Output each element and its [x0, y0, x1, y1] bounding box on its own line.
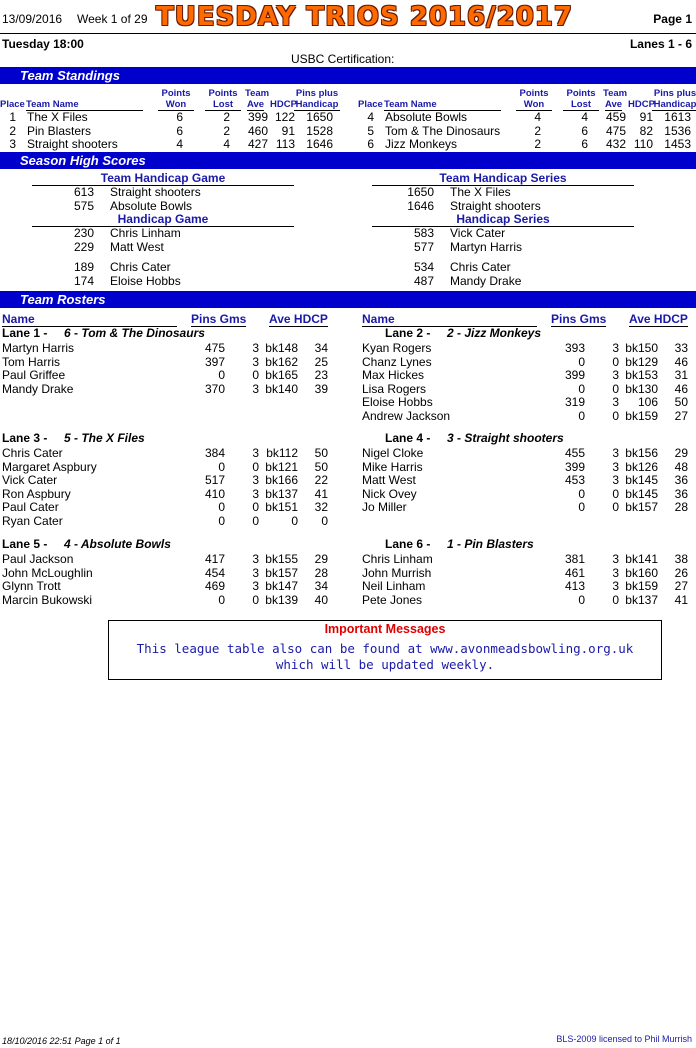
standings-points-won: 6: [176, 110, 183, 124]
roster-player-name: Paul Cater: [2, 500, 59, 514]
standings-header-points-lost-2: Lost: [205, 99, 241, 111]
lane-label: Lane 6 -: [385, 537, 431, 551]
roster-player-name: Margaret Aspbury: [2, 459, 97, 474]
lane-label: Lane 5 -: [2, 537, 48, 551]
high-score-value: 534: [413, 260, 434, 274]
roster-player-pins: 461: [564, 565, 585, 580]
roster-player-pins: 0: [578, 500, 585, 514]
roster-player-handicap: 33: [674, 341, 688, 355]
high-score-title: Handicap Game: [32, 212, 294, 227]
roster-player-name: Lisa Rogers: [362, 381, 427, 396]
roster-player-handicap: 48: [674, 459, 688, 474]
roster-player-games: 0: [612, 592, 619, 607]
roster-player-average: bk159: [625, 408, 658, 423]
roster-header-ave-hdcp: Ave HDCP: [629, 312, 688, 326]
roster-player-games: 3: [612, 579, 619, 593]
high-score-name: Straight shooters: [450, 199, 541, 213]
roster-player-name: Chris Linham: [362, 552, 433, 566]
report-date: 13/09/2016: [2, 12, 63, 26]
roster-player-average: bk129: [625, 354, 658, 369]
standings-header-team-ave: Team: [603, 88, 628, 99]
roster-player-handicap: 36: [674, 486, 688, 501]
roster-player-games: 3: [612, 368, 619, 382]
roster-player-average: bk147: [265, 579, 298, 593]
roster-player-name: Max Hickes: [362, 368, 425, 382]
roster-player-games: 0: [252, 592, 259, 607]
roster-player-games: 3: [252, 354, 259, 369]
roster-player-games: 3: [612, 459, 619, 474]
standings-pins-hdcp: 1613: [664, 110, 691, 124]
standings-team-name: Straight shooters: [27, 137, 118, 151]
high-score-value: 575: [73, 199, 94, 213]
standings-hdcp: 110: [633, 137, 653, 151]
roster-player-average: bk145: [625, 473, 658, 487]
lane-label: Lane 4 -: [385, 431, 431, 445]
high-score-value: 577: [413, 240, 434, 254]
roster-player-games: 3: [612, 552, 619, 566]
roster-player-name: Kyan Rogers: [362, 341, 432, 355]
roster-player-average: bk155: [265, 552, 298, 566]
roster-player-handicap: 28: [314, 565, 328, 580]
roster-player-name: Nigel Cloke: [362, 446, 424, 460]
roster-player-average: bk157: [625, 500, 658, 514]
high-score-value: 487: [413, 274, 434, 288]
roster-player-games: 3: [252, 579, 259, 593]
messages-line-1: This league table also can be found at www.avonmeadsbowling.org.uk: [136, 641, 634, 656]
roster-player-handicap: 36: [674, 473, 688, 487]
roster-player-name: Martyn Harris: [2, 341, 75, 355]
roster-player-name: Jo Miller: [362, 500, 407, 514]
high-score-name: Martyn Harris: [450, 240, 523, 254]
standings-place: 6: [367, 137, 374, 151]
day-time: Tuesday 18:00: [2, 37, 84, 51]
roster-player-pins: 0: [218, 500, 225, 514]
standings-pins-hdcp: 1646: [306, 137, 333, 151]
roster-player-pins: 0: [218, 368, 225, 382]
important-messages-box: [108, 620, 662, 680]
roster-player-name: Nick Ovey: [362, 486, 417, 501]
roster-player-pins: 475: [204, 341, 225, 355]
high-score-name: Mandy Drake: [450, 274, 522, 288]
high-score-title: Team Handicap Series: [372, 171, 634, 186]
high-score-name: Eloise Hobbs: [110, 274, 181, 288]
roster-player-pins: 399: [564, 459, 585, 474]
high-scores-section-bar: [0, 152, 696, 169]
standings-points-won: 2: [534, 123, 541, 138]
roster-player-average: bk112: [266, 446, 298, 460]
lane-team-name: 1 - Pin Blasters: [447, 537, 534, 551]
roster-player-games: 3: [252, 341, 259, 355]
roster-player-handicap: 31: [674, 368, 688, 382]
standings-points-lost: 2: [223, 110, 230, 124]
roster-player-average: bk162: [265, 354, 298, 369]
roster-player-average: bk150: [625, 341, 658, 355]
standings-team-ave: 399: [247, 110, 268, 124]
roster-player-games: 0: [252, 500, 259, 514]
standings-header-place: Place: [358, 99, 383, 110]
standings-team-name: Tom & The Dinosaurs: [385, 123, 501, 138]
roster-player-average: bk137: [625, 592, 658, 607]
page-label: Page 1: [653, 12, 692, 26]
lane-team-name: 3 - Straight shooters: [447, 431, 564, 445]
high-score-name: Matt West: [110, 240, 164, 254]
roster-player-pins: 399: [564, 368, 585, 382]
high-score-title: Team Handicap Game: [32, 171, 294, 186]
roster-player-handicap: 27: [674, 579, 688, 593]
standings-hdcp: 91: [281, 123, 295, 138]
roster-player-handicap: 27: [674, 408, 688, 423]
standings-header-points-won-2: Won: [516, 99, 552, 111]
standings-section-bar: [0, 67, 696, 84]
standings-header-handicap: Handicap: [295, 99, 339, 110]
standings-heading: Team Standings: [20, 68, 120, 83]
roster-player-handicap: 39: [314, 381, 328, 396]
standings-header-points-lost: Points: [566, 88, 596, 99]
high-score-value: 1646: [407, 199, 434, 213]
standings-team-ave: 459: [605, 110, 626, 124]
standings-points-won: 6: [176, 123, 183, 138]
standings-team-ave: 432: [605, 137, 626, 151]
high-score-value: 230: [73, 226, 94, 240]
roster-player-average: bk126: [625, 459, 658, 474]
standings-place: 1: [9, 110, 16, 124]
roster-player-pins: 0: [218, 513, 225, 528]
standings-points-won: 4: [176, 137, 183, 151]
standings-hdcp: 113: [275, 137, 295, 151]
roster-player-handicap: 40: [314, 592, 328, 607]
roster-player-handicap: 38: [674, 552, 688, 566]
roster-player-name: Ron Aspbury: [2, 486, 71, 501]
roster-player-games: 0: [612, 486, 619, 501]
roster-player-average: bk140: [265, 381, 298, 396]
roster-player-handicap: 50: [314, 459, 328, 474]
standings-header-points-won: Points: [161, 88, 191, 99]
high-score-value: 174: [73, 274, 94, 288]
standings-team-name: Absolute Bowls: [385, 110, 468, 124]
roster-player-games: 3: [252, 446, 259, 460]
lane-label: Lane 3 -: [2, 431, 48, 445]
lanes-label: Lanes 1 - 6: [629, 37, 692, 51]
roster-player-games: 0: [612, 354, 619, 369]
roster-player-average: bk159: [625, 579, 658, 593]
roster-player-handicap: 34: [314, 579, 328, 593]
high-score-value: 189: [73, 260, 94, 274]
roster-player-handicap: 0: [321, 513, 328, 528]
roster-player-pins: 370: [204, 381, 225, 396]
roster-player-name: Eloise Hobbs: [362, 395, 433, 409]
high-score-value: 613: [73, 185, 94, 199]
standings-header-points-lost: Points: [208, 88, 238, 99]
standings-team-ave: 427: [247, 137, 268, 151]
roster-player-handicap: 28: [674, 500, 688, 514]
standings-place: 5: [367, 123, 374, 138]
standings-points-won: 4: [534, 110, 541, 124]
standings-header-hdcp: HDCP: [628, 99, 655, 110]
standings-points-lost: 6: [581, 123, 588, 138]
roster-player-handicap: 41: [674, 592, 688, 607]
roster-player-games: 3: [252, 552, 259, 566]
high-score-name: Chris Cater: [450, 260, 511, 274]
roster-header-pins-gms: Pins Gms: [551, 312, 607, 326]
roster-player-name: Paul Jackson: [2, 552, 74, 566]
roster-player-pins: 0: [578, 381, 585, 396]
roster-player-name: Neil Linham: [362, 579, 426, 593]
standings-place: 4: [367, 110, 374, 124]
roster-player-games: 0: [612, 408, 619, 423]
roster-header-pins-gms: Pins Gms: [191, 312, 247, 326]
standings-hdcp: 91: [639, 110, 653, 124]
roster-player-average: bk137: [265, 486, 298, 501]
standings-team-ave: 475: [605, 123, 626, 138]
standings-team-ave: 460: [247, 123, 268, 138]
standings-place: 3: [9, 137, 16, 151]
roster-player-average: bk165: [265, 368, 298, 382]
standings-team-name: Jizz Monkeys: [385, 137, 458, 151]
roster-header-ave-hdcp: Ave HDCP: [269, 312, 328, 326]
roster-player-pins: 453: [564, 473, 585, 487]
roster-player-name: Matt West: [362, 473, 416, 487]
standings-header-team-ave-2: Ave: [605, 99, 623, 110]
roster-player-pins: 454: [204, 565, 225, 580]
roster-player-pins: 469: [204, 579, 225, 593]
high-score-name: Vick Cater: [450, 226, 506, 240]
standings-header-team-name: Team Name: [384, 99, 501, 111]
lane-label: Lane 1 -: [2, 326, 48, 340]
standings-pins-hdcp: 1453: [664, 137, 691, 151]
standings-header-team-ave-2: Ave: [247, 99, 265, 110]
roster-player-name: Chanz Lynes: [362, 354, 432, 369]
roster-player-pins: 393: [564, 341, 585, 355]
standings-team-name: The X Files: [27, 110, 88, 124]
roster-player-handicap: 46: [674, 381, 688, 396]
roster-player-games: 3: [612, 395, 619, 409]
roster-player-handicap: 25: [314, 354, 328, 369]
roster-player-average: bk160: [625, 565, 658, 580]
messages-title: Important Messages: [324, 622, 446, 636]
high-score-name: Straight shooters: [110, 185, 201, 199]
rosters-section-bar: [0, 291, 696, 308]
roster-player-games: 3: [252, 565, 259, 580]
standings-points-lost: 4: [581, 110, 588, 124]
certification: USBC Certification:: [291, 52, 395, 66]
roster-player-games: 0: [612, 381, 619, 396]
roster-player-pins: 0: [218, 592, 225, 607]
roster-player-handicap: 50: [314, 446, 328, 460]
roster-player-games: 0: [252, 368, 259, 382]
high-score-name: The X Files: [450, 185, 511, 199]
lane-team-name: 4 - Absolute Bowls: [64, 537, 171, 551]
roster-player-games: 3: [252, 486, 259, 501]
roster-player-name: Glynn Trott: [2, 579, 61, 593]
roster-player-handicap: 29: [314, 552, 328, 566]
roster-player-games: 3: [252, 473, 259, 487]
standings-header-pins-plus: Pins plus: [653, 88, 696, 99]
roster-player-pins: 0: [578, 592, 585, 607]
roster-player-handicap: 29: [674, 446, 688, 460]
high-score-name: Chris Linham: [110, 226, 181, 240]
roster-player-average: bk148: [265, 341, 298, 355]
roster-player-average: bk121: [265, 459, 298, 474]
standings-header-team-name: Team Name: [26, 99, 143, 111]
roster-player-games: 3: [612, 565, 619, 580]
lane-team-name: 6 - Tom & The Dinosaurs: [64, 326, 205, 340]
roster-player-pins: 455: [564, 446, 585, 460]
high-scores-heading: Season High Scores: [20, 153, 146, 168]
roster-player-pins: 0: [578, 354, 585, 369]
roster-player-name: Mandy Drake: [2, 381, 74, 396]
standings-hdcp: 82: [639, 123, 653, 138]
roster-player-average: bk151: [265, 500, 298, 514]
standings-header-points-lost-2: Lost: [563, 99, 599, 111]
roster-player-handicap: 41: [314, 486, 328, 501]
roster-player-handicap: 32: [314, 500, 328, 514]
roster-player-pins: 413: [564, 579, 585, 593]
roster-player-name: Chris Cater: [2, 446, 63, 460]
roster-player-pins: 410: [204, 486, 225, 501]
high-score-name: Chris Cater: [110, 260, 171, 274]
roster-player-average: bk141: [625, 552, 658, 566]
standings-points-lost: 2: [223, 123, 230, 138]
roster-player-average: bk166: [265, 473, 298, 487]
standings-header-handicap: Handicap: [653, 99, 696, 110]
header-divider: [0, 33, 696, 34]
lane-team-name: 5 - The X Files: [64, 431, 145, 445]
standings-pins-hdcp: 1528: [306, 123, 333, 138]
roster-player-name: John McLoughlin: [2, 565, 93, 580]
roster-player-average: bk145: [625, 486, 658, 501]
standings-points-won: 2: [534, 137, 541, 151]
roster-player-games: 3: [612, 446, 619, 460]
roster-player-name: Mike Harris: [362, 459, 423, 474]
roster-player-average: 0: [291, 513, 298, 528]
roster-player-average: bk157: [265, 565, 298, 580]
lane-label: Lane 2 -: [385, 326, 431, 340]
roster-player-name: Paul Griffee: [2, 368, 66, 382]
roster-player-pins: 0: [578, 486, 585, 501]
standings-hdcp: 122: [274, 110, 295, 124]
roster-player-handicap: 34: [314, 341, 328, 355]
rosters-heading: Team Rosters: [20, 292, 106, 307]
roster-player-handicap: 23: [314, 368, 328, 382]
footer-printed: 18/10/2016 22:51 Page 1 of 1: [2, 1036, 121, 1046]
roster-player-pins: 417: [204, 552, 225, 566]
lane-team-name: 2 - Jizz Monkeys: [447, 326, 542, 340]
standings-place: 2: [9, 123, 16, 138]
roster-player-pins: 0: [218, 459, 225, 474]
roster-player-name: Tom Harris: [2, 354, 61, 369]
roster-player-handicap: 26: [674, 565, 688, 580]
high-score-value: 1650: [407, 185, 434, 199]
standings-header-points-won: Points: [519, 88, 549, 99]
roster-player-games: 3: [612, 473, 619, 487]
roster-player-average: bk153: [625, 368, 658, 382]
roster-player-pins: 0: [578, 408, 585, 423]
roster-player-pins: 517: [204, 473, 225, 487]
roster-player-games: 0: [612, 500, 619, 514]
roster-player-name: Marcin Bukowski: [2, 592, 93, 607]
roster-player-average: bk139: [265, 592, 298, 607]
roster-player-average: bk130: [625, 381, 658, 396]
roster-player-games: 3: [612, 341, 619, 355]
roster-player-games: 3: [252, 381, 259, 396]
standings-points-lost: 4: [223, 137, 230, 151]
roster-player-name: Pete Jones: [362, 592, 423, 607]
high-score-title: Handicap Series: [372, 212, 634, 227]
roster-player-average: 106: [637, 395, 658, 409]
standings-header-pins-plus: Pins plus: [295, 88, 339, 99]
high-score-value: 583: [413, 226, 434, 240]
roster-player-games: 0: [252, 459, 259, 474]
roster-header-name: Name: [362, 312, 537, 327]
high-score-value: 229: [73, 240, 94, 254]
roster-player-handicap: 46: [674, 354, 688, 369]
roster-player-name: Ryan Cater: [2, 513, 63, 528]
messages-line-2: which will be updated weekly.: [275, 657, 495, 672]
roster-player-handicap: 22: [314, 473, 328, 487]
roster-header-name: Name: [2, 312, 177, 327]
standings-pins-hdcp: 1536: [664, 123, 691, 138]
roster-player-name: John Murrish: [362, 565, 432, 580]
roster-player-pins: 397: [204, 354, 225, 369]
roster-player-pins: 381: [564, 552, 585, 566]
roster-player-games: 0: [252, 513, 259, 528]
standings-header-place: Place: [0, 99, 25, 110]
standings-header-team-ave: Team: [245, 88, 270, 99]
high-score-name: Absolute Bowls: [110, 199, 193, 213]
standings-pins-hdcp: 1650: [306, 110, 333, 124]
roster-player-pins: 384: [204, 446, 225, 460]
roster-player-average: bk156: [625, 446, 658, 460]
standings-header-points-won-2: Won: [158, 99, 194, 111]
roster-player-pins: 319: [564, 395, 585, 409]
standings-team-name: Pin Blasters: [27, 123, 92, 138]
standings-points-lost: 6: [581, 137, 588, 151]
roster-player-name: Andrew Jackson: [362, 408, 451, 423]
week-label: Week 1 of 29: [77, 12, 148, 26]
league-title: TUESDAY TRIOS 2016/2017: [156, 2, 573, 32]
footer-license: BLS-2009 licensed to Phil Murrish: [556, 1034, 692, 1044]
roster-player-handicap: 50: [674, 395, 688, 409]
roster-player-name: Vick Cater: [2, 473, 58, 487]
standings-header-hdcp: HDCP: [270, 99, 297, 110]
